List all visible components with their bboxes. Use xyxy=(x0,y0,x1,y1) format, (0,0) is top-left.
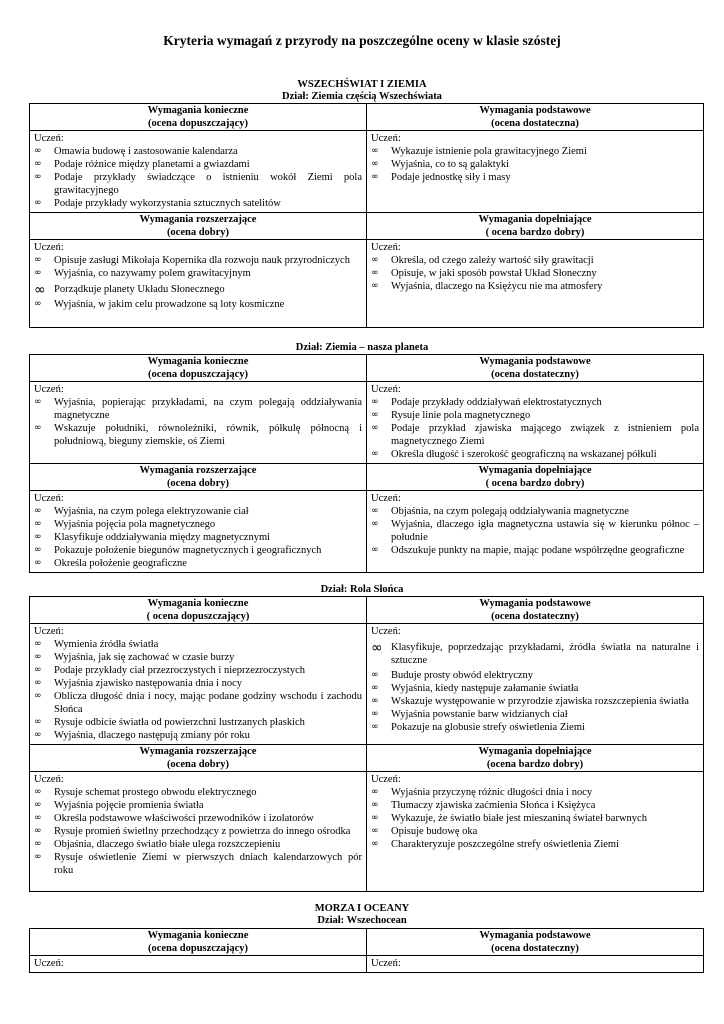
list-konieczne xyxy=(34,638,362,742)
list-konieczne xyxy=(34,145,362,210)
list-item xyxy=(34,396,362,422)
list-item-text: Omawia budowę i zastosowanie kalendarza xyxy=(54,146,238,157)
infinity-bullet-icon: ∞ xyxy=(371,255,379,265)
infinity-bullet-icon: ∞ xyxy=(371,839,379,849)
list-item xyxy=(371,422,699,448)
list-item xyxy=(34,283,362,296)
uczen-label: Uczeń: xyxy=(371,384,401,395)
list-item-text: Oblicza długość dnia i nocy, mając podane godziny wschodu i zachodu Słońca xyxy=(54,691,362,715)
list-item xyxy=(34,729,362,742)
list-item xyxy=(371,838,699,851)
list-item xyxy=(34,677,362,690)
list-item xyxy=(34,838,362,851)
header-podstawowe: Wymagania podstawowe (ocena dostateczny) xyxy=(367,929,704,956)
infinity-bullet-icon: ∞ xyxy=(371,709,379,719)
list-dopelniajace xyxy=(371,254,699,293)
list-item xyxy=(371,267,699,280)
list-item-text: Podaje przykłady wykorzystania sztucznych satelitów xyxy=(54,198,281,209)
list-item-text: Buduje prosty obwód elektryczny xyxy=(391,670,534,681)
list-item xyxy=(34,267,362,280)
infinity-bullet-icon: ∞ xyxy=(371,670,379,680)
list-item-text: Wyjaśnia, popierając przykładami, na czym polegają oddziaływania magnetyczne xyxy=(54,397,362,421)
list-item xyxy=(371,448,699,461)
list-item xyxy=(34,851,362,877)
cell-podstawowe xyxy=(367,131,704,213)
list-item xyxy=(371,171,699,184)
section-title: WSZECHŚWIAT I ZIEMIA xyxy=(297,79,427,90)
list-item-text: Określa, od czego zależy wartość siły grawitacji xyxy=(391,255,594,266)
list-item xyxy=(34,298,362,311)
header-rozszerzajace: Wymagania rozszerzające (ocena dobry) xyxy=(30,745,367,772)
infinity-bullet-icon: ∞ xyxy=(371,683,379,693)
uczen-label: Uczeń: xyxy=(371,626,401,637)
infinity-bullet-icon: ∞ xyxy=(34,159,42,169)
list-item-text: Wyjaśnia pojęcia pola magnetycznego xyxy=(54,519,216,530)
list-item xyxy=(34,145,362,158)
list-item-text: Wskazuje południki, równoleżniki, równik, półkulę północną i południową, bieguny ziemskie, oś Ziemi xyxy=(54,423,362,447)
cell-podstawowe xyxy=(367,624,704,745)
section-dzial: Dział: Wszechocean xyxy=(317,915,407,926)
list-item xyxy=(34,690,362,716)
infinity-bullet-icon: ∞ xyxy=(371,787,379,797)
list-item-text: Pokazuje na globusie strefy oświetlenia Ziemi xyxy=(391,722,585,733)
infinity-bullet-icon: ∞ xyxy=(34,678,42,688)
infinity-bullet-icon: ∞ xyxy=(34,852,42,862)
list-item xyxy=(34,786,362,799)
list-item xyxy=(34,638,362,651)
infinity-bullet-icon: ∞ xyxy=(371,813,379,823)
list-item xyxy=(34,651,362,664)
list-item-text: Porządkuje planety Układu Słonecznego xyxy=(54,284,225,295)
infinity-bullet-icon: ∞ xyxy=(371,722,379,732)
list-item-text: Rysuje linie pola magnetycznego xyxy=(391,410,531,421)
infinity-bullet-icon: ∞ xyxy=(34,665,42,675)
infinity-bullet-icon: ∞ xyxy=(34,717,42,727)
header-rozszerzajace: Wymagania rozszerzające (ocena dobry) xyxy=(30,464,367,491)
infinity-bullet-icon: ∞ xyxy=(34,146,42,156)
section-dzial: Dział: Ziemia częścią Wszechświata xyxy=(282,91,442,102)
uczen-label: Uczeń: xyxy=(371,133,401,144)
section-dzial: Dział: Ziemia – nasza planeta xyxy=(295,342,429,353)
infinity-bullet-icon: ∞ xyxy=(371,826,379,836)
list-item xyxy=(371,695,699,708)
list-item xyxy=(34,531,362,544)
list-item-text: Określa długość i szerokość geograficzną na wskazanej półkuli xyxy=(391,449,657,460)
list-podstawowe xyxy=(371,641,699,734)
infinity-bullet-icon: ∞ xyxy=(34,800,42,810)
section-dzial: Dział: Rola Słońca xyxy=(320,584,404,595)
list-item-text: Klasyfikuje, poprzedzając przykładami, źródła światła na naturalne i sztuczne xyxy=(391,642,699,666)
list-item-text: Wyjaśnia powstanie barw widzianych ciał xyxy=(391,709,568,720)
list-item xyxy=(34,171,362,197)
list-item-text: Określa podstawowe właściwości przewodników i izolatorów xyxy=(54,813,314,824)
header-podstawowe: Wymagania podstawowe (ocena dostateczny) xyxy=(367,355,704,382)
list-item xyxy=(34,799,362,812)
infinity-bullet-icon: ∞ xyxy=(371,281,379,291)
infinity-bullet-icon: ∞ xyxy=(34,558,42,568)
infinity-bullet-icon: ∞ xyxy=(371,159,379,169)
infinity-bullet-icon: ∞ xyxy=(34,423,42,433)
list-item-text: Wyjaśnia, kiedy następuje załamanie światła xyxy=(391,683,579,694)
list-item-text: Podaje przykłady świadczące o istnieniu wokół Ziemi pola grawitacyjnego xyxy=(54,172,362,196)
infinity-bullet-icon: ∞ xyxy=(371,506,379,516)
list-item-text: Wykazuje, że światło białe jest mieszaniną świateł barwnych xyxy=(391,813,647,824)
list-item xyxy=(34,197,362,210)
list-item-text: Opisuje, w jaki sposób powstał Układ Słoneczny xyxy=(391,268,597,279)
infinity-bullet-icon: ∞ xyxy=(371,640,383,656)
header-konieczne: Wymagania konieczne ( ocena dopuszczający) xyxy=(30,597,367,624)
requirements-table-1 xyxy=(29,103,704,328)
list-item xyxy=(371,544,699,557)
list-item xyxy=(371,505,699,518)
list-item xyxy=(371,721,699,734)
list-rozszerzajace xyxy=(34,786,362,877)
list-item-text: Wyjaśnia zjawisko następowania dnia i nocy xyxy=(54,678,243,689)
list-item-text: Podaje przykłady ciał przezroczystych i nieprzezroczystych xyxy=(54,665,306,676)
requirements-table-3 xyxy=(29,596,704,892)
list-item xyxy=(371,158,699,171)
header-dopelniajace: Wymagania dopełniające ( ocena bardzo dobry) xyxy=(367,464,704,491)
list-item-text: Objaśnia, na czym polegają oddziaływania magnetyczne xyxy=(391,506,629,517)
list-podstawowe xyxy=(371,396,699,461)
list-konieczne xyxy=(34,396,362,448)
list-item-text: Objaśnia, dlaczego światło białe ulega rozszczepieniu xyxy=(54,839,281,850)
list-item-text: Rysuje odbicie światła od powierzchni lustrzanych płaskich xyxy=(54,717,305,728)
uczen-label: Uczeń: xyxy=(34,774,64,785)
header-konieczne: Wymagania konieczne (ocena dopuszczający) xyxy=(30,929,367,956)
list-item-text: Opisuje budowę oka xyxy=(391,826,478,837)
infinity-bullet-icon: ∞ xyxy=(34,519,42,529)
cell-rozszerzajace xyxy=(30,772,367,892)
list-dopelniajace xyxy=(371,786,699,851)
list-item xyxy=(34,505,362,518)
list-item-text: Podaje przykłady oddziaływań elektrostatycznych xyxy=(391,397,602,408)
infinity-bullet-icon: ∞ xyxy=(371,800,379,810)
cell-konieczne xyxy=(30,131,367,213)
list-item-text: Podaje przykład zjawiska mającego związek z istnieniem pola magnetycznego Ziemi xyxy=(391,423,699,447)
requirements-table-2 xyxy=(29,354,704,573)
list-item xyxy=(371,812,699,825)
infinity-bullet-icon: ∞ xyxy=(371,146,379,156)
uczen-label: Uczeń: xyxy=(371,774,401,785)
list-item xyxy=(34,557,362,570)
list-item-text: Wyjaśnia pojęcie promienia światła xyxy=(54,800,204,811)
list-item-text: Pokazuje położenie biegunów magnetycznych i geograficznych xyxy=(54,545,322,556)
list-item-text: Odszukuje punkty na mapie, mając podane współrzędne geograficzne xyxy=(391,545,685,556)
list-item xyxy=(34,422,362,448)
list-podstawowe xyxy=(371,145,699,184)
infinity-bullet-icon: ∞ xyxy=(371,410,379,420)
list-item xyxy=(371,669,699,682)
infinity-bullet-icon: ∞ xyxy=(34,172,42,182)
uczen-label: Uczeń: xyxy=(371,242,401,253)
list-item-text: Wykazuje istnienie pola grawitacyjnego Ziemi xyxy=(391,146,587,157)
header-podstawowe: Wymagania podstawowe (ocena dostateczna) xyxy=(367,104,704,131)
infinity-bullet-icon: ∞ xyxy=(34,268,42,278)
list-item-text: Wyjaśnia, dlaczego na Księżycu nie ma atmosfery xyxy=(391,281,603,292)
list-item-text: Podaje różnice między planetami a gwiazdami xyxy=(54,159,250,170)
list-item xyxy=(371,799,699,812)
header-podstawowe: Wymagania podstawowe (ocena dostateczny) xyxy=(367,597,704,624)
list-rozszerzajace xyxy=(34,505,362,570)
section-title: MORZA I OCEANY xyxy=(314,903,410,914)
infinity-bullet-icon: ∞ xyxy=(34,639,42,649)
requirements-table-4 xyxy=(29,928,704,973)
list-item-text: Wymienia źródła światła xyxy=(54,639,159,650)
infinity-bullet-icon: ∞ xyxy=(371,545,379,555)
list-item-text: Wskazuje występowanie w przyrodzie zjawiska rozszczepienia światła xyxy=(391,696,689,707)
list-item xyxy=(34,518,362,531)
list-item xyxy=(371,254,699,267)
list-item-text: Charakteryzuje poszczególne strefy oświetlenia Ziemi xyxy=(391,839,619,850)
uczen-label: Uczeń: xyxy=(371,493,401,504)
infinity-bullet-icon: ∞ xyxy=(371,268,379,278)
list-item-text: Klasyfikuje oddziaływania między magnetycznymi xyxy=(54,532,271,543)
list-item xyxy=(34,544,362,557)
infinity-bullet-icon: ∞ xyxy=(34,813,42,823)
infinity-bullet-icon: ∞ xyxy=(34,826,42,836)
infinity-bullet-icon: ∞ xyxy=(34,255,42,265)
uczen-label: Uczeń: xyxy=(34,133,64,144)
list-item xyxy=(371,396,699,409)
list-item xyxy=(371,825,699,838)
infinity-bullet-icon: ∞ xyxy=(34,545,42,555)
list-item-text: Wyjaśnia, dlaczego następują zmiany pór roku xyxy=(54,730,250,741)
list-item-text: Rysuje promień świetlny przechodzący z powietrza do innego ośrodka xyxy=(54,826,351,837)
header-dopelniajace: Wymagania dopełniające ( ocena bardzo dobry) xyxy=(367,213,704,240)
infinity-bullet-icon: ∞ xyxy=(371,172,379,182)
list-item xyxy=(34,254,362,267)
list-item xyxy=(371,518,699,544)
list-item-text: Podaje jednostkę siły i masy xyxy=(391,172,511,183)
header-konieczne: Wymagania konieczne (ocena dopuszczający) xyxy=(30,355,367,382)
list-item xyxy=(371,145,699,158)
infinity-bullet-icon: ∞ xyxy=(34,506,42,516)
infinity-bullet-icon: ∞ xyxy=(34,532,42,542)
list-item xyxy=(371,409,699,422)
list-item-text: Wyjaśnia, co nazywamy polem grawitacyjnym xyxy=(54,268,251,279)
list-item-text: Wyjaśnia, w jakim celu prowadzone są loty kosmiczne xyxy=(54,299,285,310)
list-item-text: Rysuje schemat prostego obwodu elektrycznego xyxy=(54,787,257,798)
uczen-label: Uczeń: xyxy=(34,493,64,504)
infinity-bullet-icon: ∞ xyxy=(371,397,379,407)
list-item xyxy=(371,708,699,721)
infinity-bullet-icon: ∞ xyxy=(34,397,42,407)
cell-podstawowe xyxy=(367,956,704,973)
header-dopelniajace: Wymagania dopełniające (ocena bardzo dobry) xyxy=(367,745,704,772)
uczen-label: Uczeń: xyxy=(34,626,64,637)
list-item-text: Tłumaczy zjawiska zaćmienia Słońca i Księżyca xyxy=(391,800,596,811)
cell-konieczne xyxy=(30,382,367,464)
list-item-text: Określa położenie geograficzne xyxy=(54,558,187,569)
infinity-bullet-icon: ∞ xyxy=(371,423,379,433)
list-item-text: Wyjaśnia, jak się zachować w czasie burzy xyxy=(54,652,235,663)
list-item-text: Wyjaśnia, dlaczego igła magnetyczna ustawia się w kierunku północ – południe xyxy=(391,519,699,543)
cell-rozszerzajace xyxy=(30,240,367,328)
cell-konieczne xyxy=(30,956,367,973)
list-item xyxy=(371,786,699,799)
uczen-label: Uczeń: xyxy=(34,384,64,395)
infinity-bullet-icon: ∞ xyxy=(34,730,42,740)
cell-dopelniajace xyxy=(367,240,704,328)
page-title: Kryteria wymagań z przyrody na poszczególne oceny w klasie szóstej xyxy=(163,33,561,48)
infinity-bullet-icon: ∞ xyxy=(371,449,379,459)
infinity-bullet-icon: ∞ xyxy=(371,696,379,706)
list-item xyxy=(371,280,699,293)
list-item xyxy=(34,158,362,171)
header-rozszerzajace: Wymagania rozszerzające (ocena dobry) xyxy=(30,213,367,240)
list-item-text: Wyjaśnia, na czym polega elektryzowanie ciał xyxy=(54,506,249,517)
cell-dopelniajace xyxy=(367,772,704,892)
header-konieczne: Wymagania konieczne (ocena dopuszczający) xyxy=(30,104,367,131)
infinity-bullet-icon: ∞ xyxy=(34,282,46,298)
infinity-bullet-icon: ∞ xyxy=(34,691,42,701)
cell-podstawowe xyxy=(367,382,704,464)
list-item-text: Wyjaśnia przyczynę różnic długości dnia i nocy xyxy=(391,787,593,798)
list-item xyxy=(371,641,699,667)
infinity-bullet-icon: ∞ xyxy=(34,787,42,797)
infinity-bullet-icon: ∞ xyxy=(371,519,379,529)
list-item-text: Rysuje oświetlenie Ziemi w pierwszych dniach kalendarzowych pór roku xyxy=(54,852,362,876)
list-item-text: Wyjaśnia, co to są galaktyki xyxy=(391,159,510,170)
uczen-label: Uczeń: xyxy=(371,958,401,969)
infinity-bullet-icon: ∞ xyxy=(34,652,42,662)
list-item xyxy=(34,812,362,825)
uczen-label: Uczeń: xyxy=(34,242,64,253)
uczen-label: Uczeń: xyxy=(34,958,64,969)
cell-rozszerzajace xyxy=(30,491,367,573)
list-item-text: Opisuje zasługi Mikołaja Kopernika dla rozwoju nauk przyrodniczych xyxy=(54,255,350,266)
list-dopelniajace xyxy=(371,505,699,557)
cell-dopelniajace xyxy=(367,491,704,573)
list-item xyxy=(371,682,699,695)
infinity-bullet-icon: ∞ xyxy=(34,198,42,208)
cell-konieczne xyxy=(30,624,367,745)
list-rozszerzajace xyxy=(34,254,362,311)
infinity-bullet-icon: ∞ xyxy=(34,839,42,849)
list-item xyxy=(34,825,362,838)
infinity-bullet-icon: ∞ xyxy=(34,299,42,309)
list-item xyxy=(34,664,362,677)
list-item xyxy=(34,716,362,729)
